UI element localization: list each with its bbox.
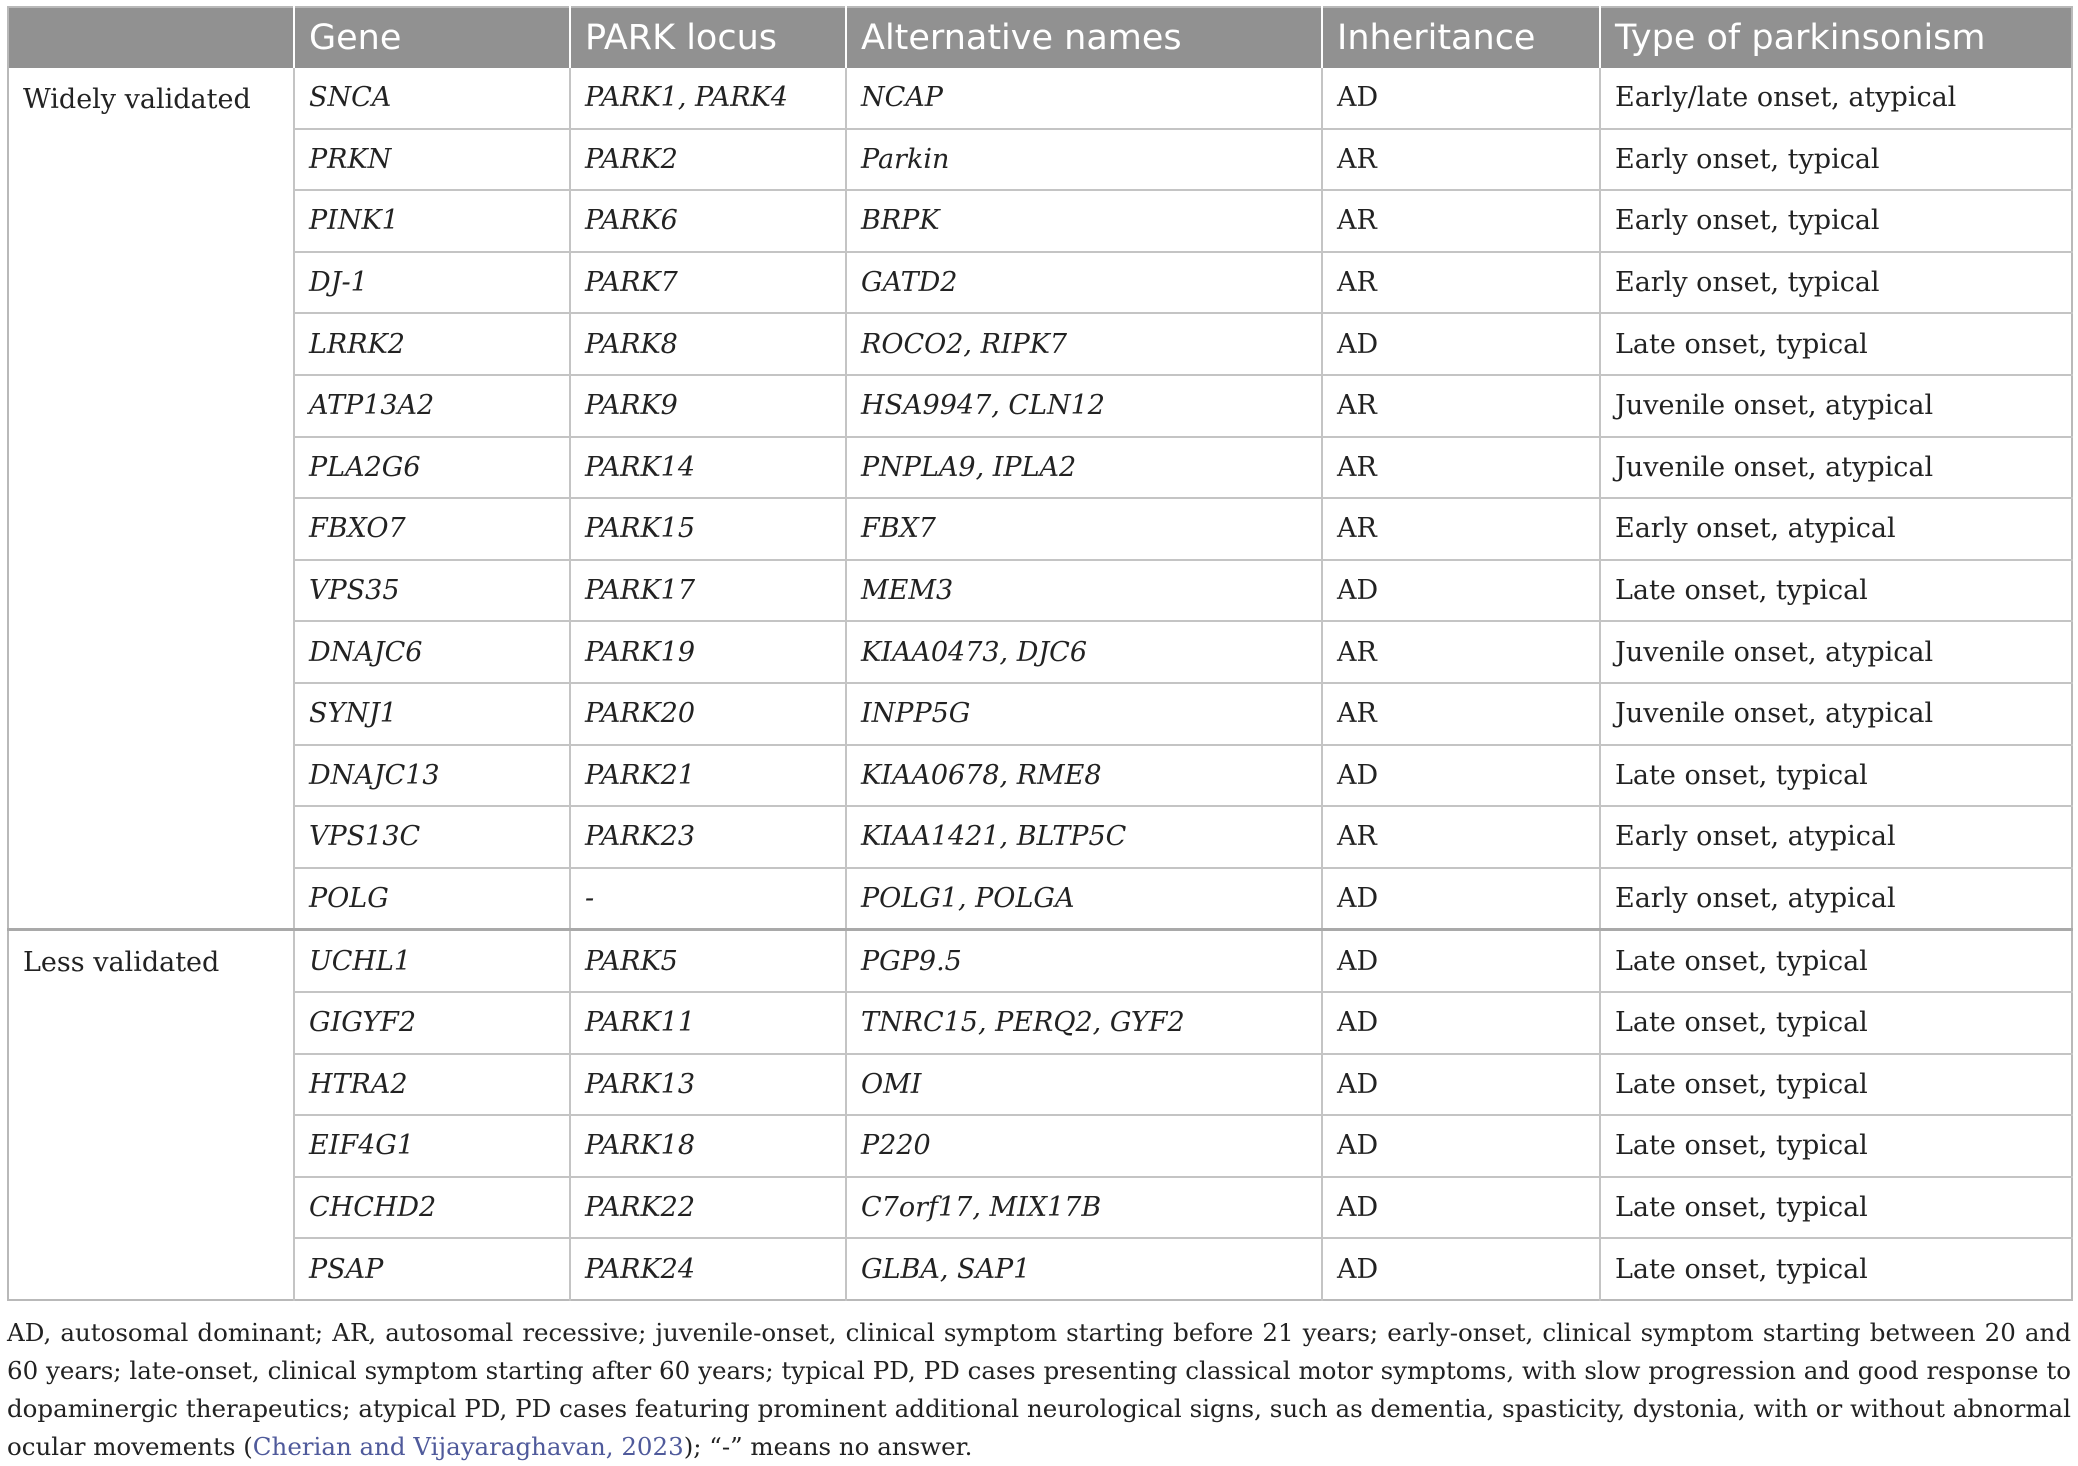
citation-separator: , <box>605 1432 622 1461</box>
alternative-names-cell: POLG1, POLGA <box>846 868 1322 930</box>
parkinsonism-type-cell: Early onset, atypical <box>1600 806 2072 868</box>
group-label-cell: Widely validated <box>23 84 251 115</box>
table-body <box>8 68 2072 1300</box>
park-locus-cell: PARK2 <box>570 129 846 191</box>
inheritance-cell: AR <box>1322 621 1600 683</box>
inheritance-cell: AR <box>1322 806 1600 868</box>
inheritance-cell: AD <box>1322 745 1600 807</box>
gene-cell: DNAJC6 <box>294 621 570 683</box>
header-row <box>8 7 2072 68</box>
park-locus-cell: PARK24 <box>570 1238 846 1300</box>
parkinsonism-type-cell: Late onset, typical <box>1600 313 2072 375</box>
table-row <box>8 621 2072 683</box>
header-cell-park-locus: PARK locus <box>570 7 846 68</box>
alternative-names-cell: HSA9947, CLN12 <box>846 375 1322 437</box>
alternative-names-cell: TNRC15, PERQ2, GYF2 <box>846 992 1322 1054</box>
header-cell-alternative-names: Alternative names <box>846 7 1322 68</box>
park-locus-cell: PARK8 <box>570 313 846 375</box>
park-locus-cell: PARK11 <box>570 992 846 1054</box>
inheritance-cell: AR <box>1322 129 1600 191</box>
footnote-text-after: ); “-” means no answer. <box>683 1432 973 1461</box>
table-row <box>8 129 2072 191</box>
parkinsonism-type-cell: Juvenile onset, atypical <box>1600 621 2072 683</box>
citation-link[interactable] <box>253 1432 684 1461</box>
table-row <box>8 252 2072 314</box>
parkinsonism-type-cell: Late onset, typical <box>1600 1115 2072 1177</box>
gene-cell: PRKN <box>294 129 570 191</box>
gene-cell: PSAP <box>294 1238 570 1300</box>
table-row <box>8 1115 2072 1177</box>
alternative-names-cell: P220 <box>846 1115 1322 1177</box>
inheritance-cell: AD <box>1322 930 1600 992</box>
inheritance-cell: AD <box>1322 1177 1600 1239</box>
table-row <box>8 313 2072 375</box>
inheritance-cell: AR <box>1322 252 1600 314</box>
group-label-cell: Less validated <box>8 930 294 1300</box>
park-locus-cell: PARK21 <box>570 745 846 807</box>
parkinsonism-type-cell: Early onset, typical <box>1600 252 2072 314</box>
park-locus-cell: PARK13 <box>570 1054 846 1116</box>
park-genes-table <box>7 6 2073 1301</box>
table-row <box>8 806 2072 868</box>
park-locus-cell: PARK15 <box>570 498 846 560</box>
inheritance-cell: AR <box>1322 190 1600 252</box>
table-row <box>8 992 2072 1054</box>
table-row <box>8 190 2072 252</box>
header-cell-gene: Gene <box>294 7 570 68</box>
park-locus-cell: PARK6 <box>570 190 846 252</box>
park-locus-cell: PARK17 <box>570 560 846 622</box>
footnote-text-before: AD, autosomal dominant; AR, autosomal recessive; juvenile-onset, clinical symptom starting before 21 years; early-onset, clinical symptom starting between 20 and 60 years; late-onset, clinical symptom starting after 60 years; typical PD, PD cases presenting classical motor symptoms, with slow progression and good response to dopaminergic therapeutics; atypical PD, PD cases featuring prominent additional neurological signs, such as dementia, spasticity, dystonia, with or without abnormal ocular movements ( <box>7 1318 2071 1461</box>
table-row <box>8 375 2072 437</box>
park-locus-cell: PARK20 <box>570 683 846 745</box>
alternative-names-cell: KIAA0678, RME8 <box>846 745 1322 807</box>
park-locus-cell: PARK7 <box>570 252 846 314</box>
table-row <box>8 68 2072 129</box>
table-row <box>8 868 2072 930</box>
parkinsonism-type-cell: Late onset, typical <box>1600 560 2072 622</box>
table-row <box>8 1238 2072 1300</box>
table-row <box>8 498 2072 560</box>
inheritance-cell: AR <box>1322 498 1600 560</box>
citation-authors: Cherian and Vijayaraghavan <box>252 1432 606 1461</box>
gene-cell: SYNJ1 <box>294 683 570 745</box>
inheritance-cell: AR <box>1322 683 1600 745</box>
parkinsonism-type-cell: Late onset, typical <box>1600 1054 2072 1116</box>
park-locus-cell: PARK19 <box>570 621 846 683</box>
alternative-names-cell: C7orf17, MIX17B <box>846 1177 1322 1239</box>
gene-cell: DNAJC13 <box>294 745 570 807</box>
parkinsonism-type-cell: Late onset, typical <box>1600 745 2072 807</box>
gene-cell: GIGYF2 <box>294 992 570 1054</box>
header-cell-type-of-parkinsonism: Type of parkinsonism <box>1600 7 2072 68</box>
park-locus-cell: PARK5 <box>570 930 846 992</box>
table-row <box>8 437 2072 499</box>
gene-cell: CHCHD2 <box>294 1177 570 1239</box>
park-locus-cell: PARK1, PARK4 <box>570 68 846 129</box>
park-locus-cell: PARK9 <box>570 375 846 437</box>
alternative-names-cell: INPP5G <box>846 683 1322 745</box>
alternative-names-cell: GLBA, SAP1 <box>846 1238 1322 1300</box>
inheritance-cell: AD <box>1322 68 1600 129</box>
table-row <box>8 930 2072 992</box>
header-cell-group <box>8 7 294 68</box>
alternative-names-cell: KIAA1421, BLTP5C <box>846 806 1322 868</box>
inheritance-cell: AD <box>1322 1238 1600 1300</box>
alternative-names-cell: FBX7 <box>846 498 1322 560</box>
park-locus-cell: PARK14 <box>570 437 846 499</box>
table-row <box>8 745 2072 807</box>
parkinsonism-type-cell: Early onset, atypical <box>1600 868 2072 930</box>
parkinsonism-type-cell: Early onset, atypical <box>1600 498 2072 560</box>
alternative-names-cell: NCAP <box>846 68 1322 129</box>
gene-cell: LRRK2 <box>294 313 570 375</box>
inheritance-cell: AD <box>1322 868 1600 930</box>
park-locus-cell: PARK18 <box>570 1115 846 1177</box>
parkinsonism-type-cell: Juvenile onset, atypical <box>1600 683 2072 745</box>
parkinsonism-type-cell: Early/late onset, atypical <box>1600 68 2072 129</box>
alternative-names-cell: MEM3 <box>846 560 1322 622</box>
inheritance-cell: AR <box>1322 375 1600 437</box>
parkinsonism-type-cell: Early onset, typical <box>1600 190 2072 252</box>
table-header <box>8 7 2072 68</box>
gene-table-container <box>7 6 2071 1301</box>
gene-cell: SNCA <box>294 68 570 129</box>
inheritance-cell: AD <box>1322 313 1600 375</box>
inheritance-cell: AD <box>1322 1115 1600 1177</box>
park-locus-cell: - <box>570 868 846 930</box>
parkinsonism-type-cell: Late onset, typical <box>1600 930 2072 992</box>
header-cell-inheritance: Inheritance <box>1322 7 1600 68</box>
inheritance-cell: AR <box>1322 437 1600 499</box>
gene-cell: VPS35 <box>294 560 570 622</box>
parkinsonism-type-cell: Late onset, typical <box>1600 1177 2072 1239</box>
table-row <box>8 560 2072 622</box>
gene-cell: PINK1 <box>294 190 570 252</box>
table-row <box>8 1177 2072 1239</box>
gene-cell: UCHL1 <box>294 930 570 992</box>
inheritance-cell: AD <box>1322 992 1600 1054</box>
alternative-names-cell: Parkin <box>846 129 1322 191</box>
alternative-names-cell: OMI <box>846 1054 1322 1116</box>
gene-cell: ATP13A2 <box>294 375 570 437</box>
gene-cell: EIF4G1 <box>294 1115 570 1177</box>
alternative-names-cell: ROCO2, RIPK7 <box>846 313 1322 375</box>
alternative-names-cell: BRPK <box>846 190 1322 252</box>
parkinsonism-type-cell: Late onset, typical <box>1600 992 2072 1054</box>
inheritance-cell: AD <box>1322 1054 1600 1116</box>
parkinsonism-type-cell: Juvenile onset, atypical <box>1600 437 2072 499</box>
table-row <box>8 683 2072 745</box>
parkinsonism-type-cell: Late onset, typical <box>1600 1238 2072 1300</box>
parkinsonism-type-cell: Juvenile onset, atypical <box>1600 375 2072 437</box>
gene-cell: VPS13C <box>294 806 570 868</box>
alternative-names-cell: PGP9.5 <box>846 930 1322 992</box>
table-footnote <box>7 1314 2071 1466</box>
parkinsonism-type-cell: Early onset, typical <box>1600 129 2072 191</box>
gene-cell: PLA2G6 <box>294 437 570 499</box>
gene-cell: FBXO7 <box>294 498 570 560</box>
citation-year: 2023 <box>621 1432 684 1461</box>
table-row <box>8 1054 2072 1116</box>
gene-cell: POLG <box>294 868 570 930</box>
park-locus-cell: PARK22 <box>570 1177 846 1239</box>
gene-cell: HTRA2 <box>294 1054 570 1116</box>
alternative-names-cell: KIAA0473, DJC6 <box>846 621 1322 683</box>
alternative-names-cell: PNPLA9, IPLA2 <box>846 437 1322 499</box>
park-locus-cell: PARK23 <box>570 806 846 868</box>
inheritance-cell: AD <box>1322 560 1600 622</box>
gene-cell: DJ-1 <box>294 252 570 314</box>
alternative-names-cell: GATD2 <box>846 252 1322 314</box>
